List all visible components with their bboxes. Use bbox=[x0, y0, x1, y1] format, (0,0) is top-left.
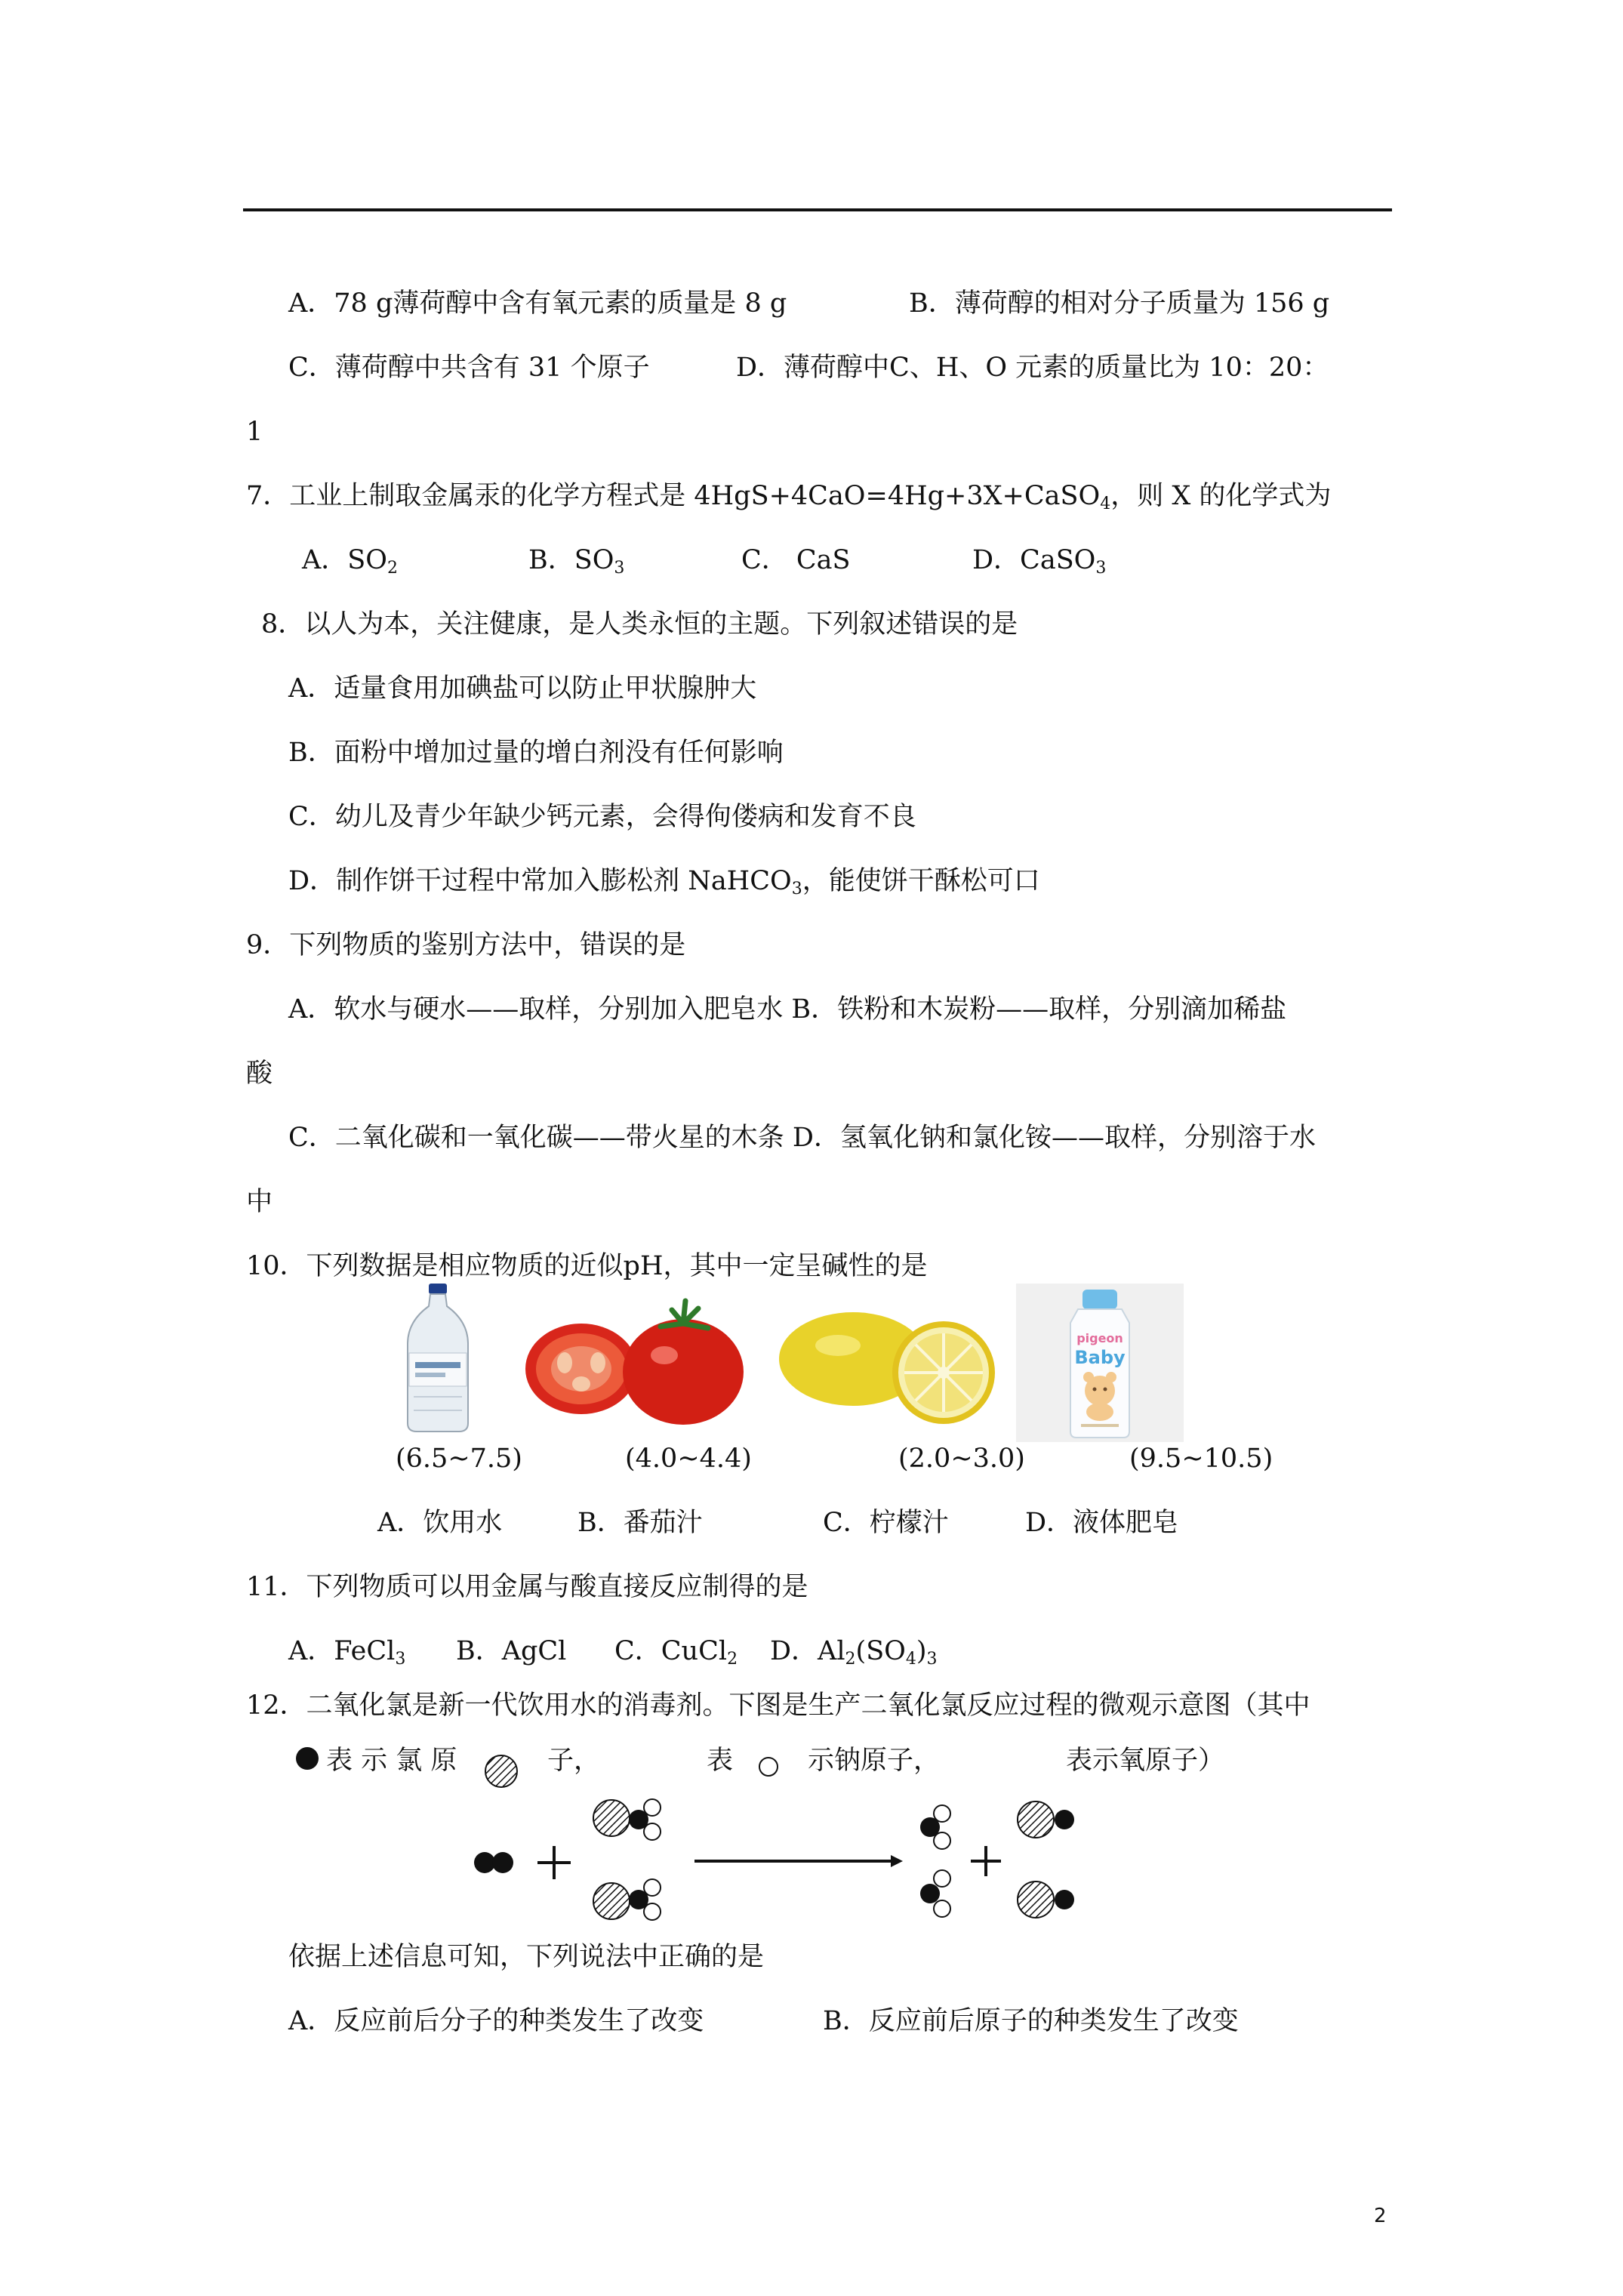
q9-options-ab-continued: 酸 bbox=[246, 1059, 273, 1089]
q9-options-ab: A．软水与硬水——取样，分别加入肥皂水 B．铁粉和木炭粉——取样，分别滴加稀盐 bbox=[288, 994, 1287, 1025]
sodium-chloride-unit bbox=[1018, 1881, 1074, 1918]
sodium-chlorite-molecule bbox=[593, 1879, 661, 1920]
q7-option-a: A．$SO_2$ bbox=[302, 545, 398, 578]
q8-option-c: C．幼儿及青少年缺少钙元素，会得佝偻病和发育不良 bbox=[288, 802, 916, 832]
q7-option-b: B．$SO_3$ bbox=[528, 545, 625, 578]
q12-option-b: B．反应前后原子的种类发生了改变 bbox=[823, 2006, 1239, 2036]
plus-sign-right bbox=[971, 1846, 1001, 1876]
plus-sign-left bbox=[537, 1846, 571, 1879]
liquid-soap-bottle-image bbox=[1016, 1284, 1184, 1442]
q11-option-a: A．FeCl$_3$ bbox=[288, 1636, 406, 1669]
q6-option-d-continued: 1 bbox=[246, 417, 263, 447]
q10-option-b: B．番茄汁 bbox=[577, 1508, 703, 1538]
q11-option-d: D．$Al_2(SO_4)_3$ bbox=[770, 1636, 938, 1669]
q12-info: 依据上述信息可知，下列说法中正确的是 bbox=[288, 1942, 765, 1972]
q10-option-a: A．饮用水 bbox=[377, 1508, 503, 1538]
bottle-baby-text: Baby bbox=[1074, 1347, 1126, 1368]
q12-stem: 12．二氧化氯是新一代饮用水的消毒剂。下图是生产二氧化氯反应过程的微观示意图（其中 bbox=[246, 1690, 1310, 1721]
q10-option-d: D．液体肥皂 bbox=[1025, 1508, 1179, 1538]
tomato-image bbox=[521, 1287, 747, 1431]
q10-ph-water: (6.5~7.5) bbox=[396, 1444, 522, 1474]
chlorine-molecule bbox=[474, 1852, 513, 1873]
q10-stem: 10．下列数据是相应物质的近似pH，其中一定呈碱性的是 bbox=[246, 1251, 928, 1281]
q11-option-c: C．CuCl$_2$ bbox=[614, 1636, 738, 1669]
reaction-diagram bbox=[468, 1789, 1087, 1925]
q9-options-cd-continued: 中 bbox=[246, 1187, 273, 1217]
q12-legend: 表 示 氯 原 子， 表 示钠原子， 表示氧原子） bbox=[294, 1744, 1427, 1789]
q7-option-d: D．CaSO$_3$ bbox=[972, 545, 1107, 578]
q8-option-a: A．适量食用加碘盐可以防止甲状腺肿大 bbox=[288, 673, 757, 704]
sodium-chloride-unit bbox=[1018, 1801, 1074, 1838]
bottle-brand-text: pigeon bbox=[1076, 1331, 1123, 1345]
q9-options-cd: C．二氧化碳和一氧化碳——带火星的木条 D．氢氧化钠和氯化铵——取样，分别溶于水 bbox=[288, 1123, 1316, 1153]
chlorine-atom-legend-icon bbox=[294, 1746, 320, 1771]
q10-ph-tomato: (4.0~4.4) bbox=[625, 1444, 752, 1474]
q7-stem: 7．工业上制取金属汞的化学方程式是 4HgS+4CaO=4Hg+3X+CaSO$_4$，则 X 的化学式为 bbox=[246, 481, 1332, 513]
q8-option-b: B．面粉中增加过量的增白剂没有任何影响 bbox=[288, 738, 784, 768]
chlorine-dioxide-molecule bbox=[920, 1805, 950, 1849]
q6-option-d: D．薄荷醇中C、H、O 元素的质量比为 10：20： bbox=[736, 353, 1329, 383]
q10-option-c: C．柠檬汁 bbox=[823, 1508, 949, 1538]
q12-option-a: A．反应前后分子的种类发生了改变 bbox=[288, 2006, 704, 2036]
q11-option-b: B．AgCl bbox=[456, 1636, 567, 1666]
q8-stem: 8．以人为本，关注健康，是人类永恒的主题。下列叙述错误的是 bbox=[261, 609, 1018, 639]
header-rule bbox=[243, 208, 1392, 211]
q11-stem: 11．下列物质可以用金属与酸直接反应制得的是 bbox=[246, 1572, 808, 1602]
q6-option-c: C．薄荷醇中共含有 31 个原子 bbox=[288, 353, 650, 383]
lemon-image bbox=[778, 1299, 1019, 1427]
sodium-atom-legend-icon bbox=[483, 1753, 519, 1789]
page-number: 2 bbox=[1374, 2205, 1387, 2227]
reaction-arrow bbox=[694, 1855, 903, 1867]
q10-ph-lemon: (2.0~3.0) bbox=[898, 1444, 1025, 1474]
water-bottle-image bbox=[393, 1284, 483, 1435]
q9-stem: 9．下列物质的鉴别方法中，错误的是 bbox=[246, 930, 686, 960]
q6-option-b: B．薄荷醇的相对分子质量为 156 g bbox=[909, 288, 1330, 319]
sodium-chlorite-molecule bbox=[593, 1799, 661, 1840]
q7-option-c: C． CaS bbox=[741, 545, 851, 575]
chlorine-dioxide-molecule bbox=[920, 1870, 950, 1917]
q6-option-a: A．78 g薄荷醇中含有氧元素的质量是 8 g bbox=[288, 288, 787, 319]
q10-ph-soap: (9.5~10.5) bbox=[1129, 1444, 1273, 1474]
oxygen-atom-legend-icon bbox=[756, 1755, 781, 1779]
q8-option-d: D．制作饼干过程中常加入膨松剂 NaHCO$_3$，能使饼干酥松可口 bbox=[288, 866, 1040, 898]
